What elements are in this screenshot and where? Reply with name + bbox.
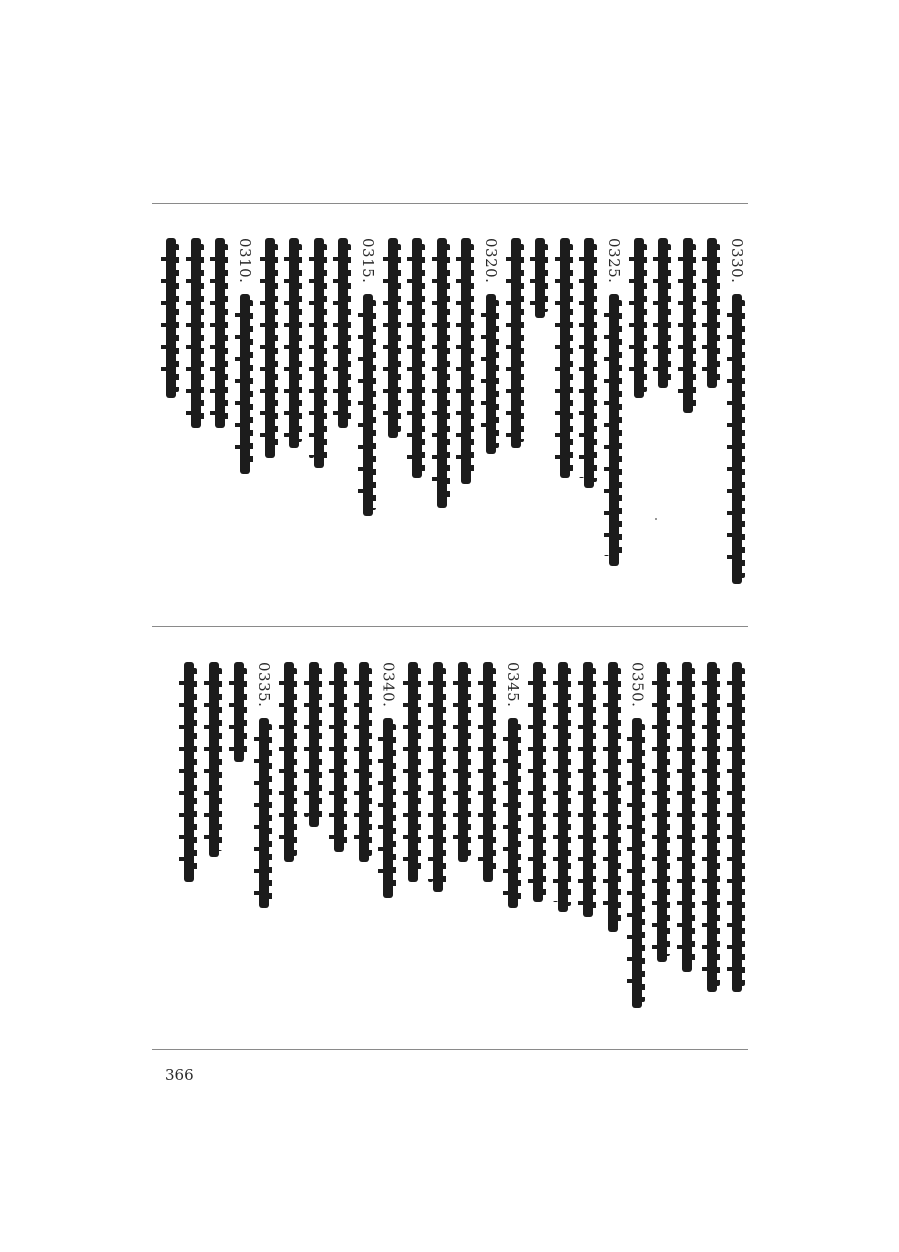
mongolian-script-line [184,662,194,882]
verse-number: 0325. [605,238,623,284]
mongolian-script-line [259,718,269,908]
mongolian-script-line [240,294,250,474]
mongolian-script-line [363,294,373,516]
mongolian-script-line [584,238,594,488]
verse-number: 0330. [728,238,746,284]
verse-number: 0320. [482,238,500,284]
mongolian-script-line [265,238,275,458]
verse-number: 0335. [254,662,273,708]
mongolian-script-line [732,662,742,992]
mongolian-script-line [632,718,642,1008]
mongolian-script-line [707,238,717,388]
verse-number: 0315. [359,238,377,284]
mongolian-script-line [309,662,319,827]
mongolian-script-line [314,238,324,468]
mongolian-script-line [461,238,471,484]
mongolian-script-line [437,238,447,508]
verse-number: 0310. [236,238,254,284]
top-rule [152,203,748,204]
mongolian-script-line [166,238,176,398]
mongolian-script-line [535,238,545,318]
mongolian-script-line [558,662,568,912]
mongolian-script-line [388,238,398,438]
mongolian-script-line [284,662,294,862]
mongolian-script-line [209,662,219,857]
mongolian-script-line [533,662,543,902]
mongolian-script-line [191,238,201,428]
mongolian-script-line [707,662,717,992]
mongolian-script-line [408,662,418,882]
mongolian-script-line [732,294,742,584]
mongolian-script-line [289,238,299,448]
page-number: 366 [165,1066,194,1084]
mongolian-script-line [508,718,518,908]
verse-number: 0345. [503,662,522,708]
mongolian-script-line [334,662,344,852]
mongolian-script-line [657,662,667,962]
mongolian-script-line [234,662,244,762]
bottom-rule [152,1049,748,1050]
mongolian-script-line [359,662,369,862]
mongolian-script-line [682,662,692,972]
print-speck [655,518,657,520]
mongolian-script-line [215,238,225,428]
mongolian-script-line [412,238,422,478]
mongolian-script-line [583,662,593,917]
mongolian-script-line [511,238,521,448]
mongolian-script-line [483,662,493,882]
mongolian-script-line [634,238,644,398]
verse-number: 0350. [628,662,647,708]
mongolian-script-line [683,238,693,413]
mongolian-script-line [609,294,619,566]
verse-section-top [152,238,748,608]
mongolian-script-line [338,238,348,428]
mongolian-script-line [383,718,393,898]
verse-section-bottom [152,662,748,1022]
mongolian-script-line [608,662,618,932]
mongolian-script-line [458,662,468,862]
middle-rule [152,626,748,627]
mongolian-script-line [560,238,570,478]
mongolian-script-line [486,294,496,454]
verse-number: 0340. [379,662,398,708]
mongolian-script-line [658,238,668,388]
mongolian-script-line [433,662,443,892]
